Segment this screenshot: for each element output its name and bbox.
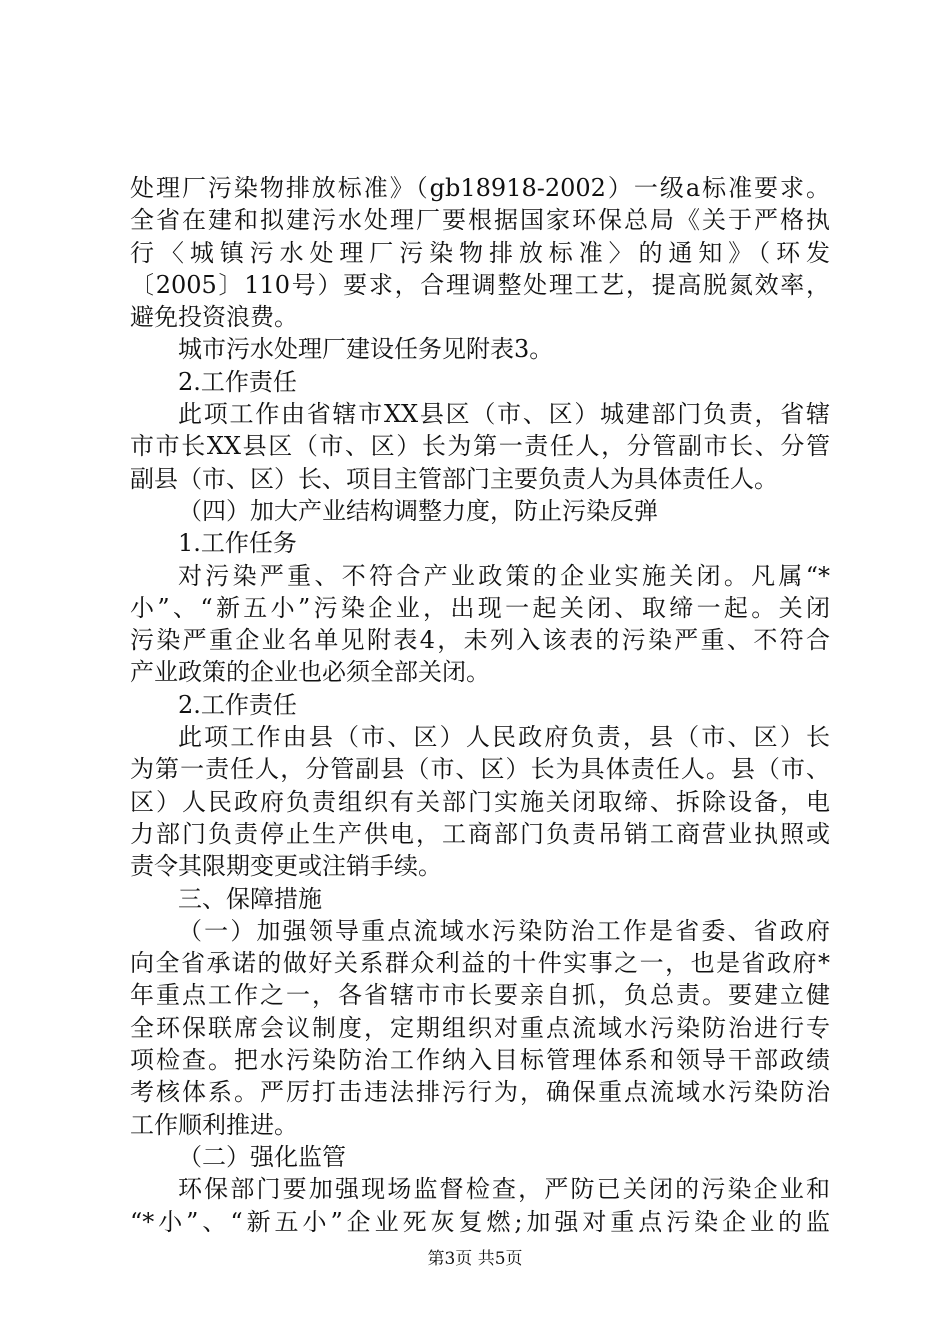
text-line: 避免投资浪费。 [130, 303, 298, 332]
text-line: （二）强化监管 [178, 1142, 346, 1171]
text-line: 产业政策的企业也必须全部关闭。 [130, 658, 490, 687]
text-line: （一）加强领导重点流域水污染防治工作是省委、省政府 [178, 916, 830, 945]
text-line: 2.工作责任 [178, 690, 297, 719]
text-line: 行〈城镇污水处理厂污染物排放标准〉的通知》（环发 [130, 238, 830, 267]
text-line: 为第一责任人，分管副县（市、区）长为具体责任人。县（市、 [130, 755, 830, 784]
text-line: 对污染严重、不符合产业政策的企业实施关闭。凡属“* [178, 561, 830, 590]
text-line: 处理厂污染物排放标准》（gb18918-2002）一级a标准要求。 [130, 174, 830, 202]
text-line: 区）人民政府负责组织有关部门实施关闭取缔、拆除设备，电 [130, 787, 830, 816]
text-line: “*小”、“新五小”企业死灰复燃;加强对重点污染企业的监 [130, 1207, 830, 1236]
page-footer: 第3页 共5页 [427, 1249, 523, 1269]
text-line: 〔2005〕110号）要求，合理调整处理工艺，提高脱氮效率， [130, 270, 830, 299]
text-line: 副县（市、区）长、项目主管部门主要负责人为具体责任人。 [130, 464, 778, 493]
text-line: 此项工作由省辖市XX县区（市、区）城建部门负责，省辖 [178, 400, 830, 429]
text-line: 此项工作由县（市、区）人民政府负责，县（市、区）长 [178, 723, 830, 752]
text-line: 考核体系。严厉打击违法排污行为，确保重点流域水污染防治 [130, 1078, 830, 1107]
text-line: 污染严重企业名单见附表4，未列入该表的污染严重、不符合 [130, 626, 830, 655]
text-line: 2.工作责任 [178, 367, 297, 396]
text-line: 1.工作任务 [178, 529, 297, 558]
text-line: 环保部门要加强现场监督检查，严防已关闭的污染企业和 [178, 1175, 830, 1204]
text-line: 力部门负责停止生产供电，工商部门负责吊销工商营业执照或 [130, 819, 830, 848]
text-line: 工作顺利推进。 [130, 1110, 298, 1139]
text-line: 项检查。把水污染防治工作纳入目标管理体系和领导干部政绩 [130, 1046, 830, 1075]
text-line: 年重点工作之一，各省辖市市长要亲自抓，负总责。要建立健 [130, 981, 830, 1010]
text-line: （四）加大产业结构调整力度，防止污染反弹 [178, 496, 658, 525]
text-line: 责令其限期变更或注销手续。 [130, 852, 442, 881]
text-line: 向全省承诺的做好关系群众利益的十件实事之一，也是省政府* [130, 949, 830, 978]
text-line: 三、保障措施 [178, 884, 322, 913]
document-body [130, 172, 830, 1238]
text-line: 全环保联席会议制度，定期组织对重点流域水污染防治进行专 [130, 1013, 830, 1042]
text-line: 小”、“新五小”污染企业，出现一起关闭、取缔一起。关闭 [130, 593, 830, 622]
text-line: 城市污水处理厂建设任务见附表3。 [178, 335, 554, 364]
text-line: 市市长XX县区（市、区）长为第一责任人，分管副市长、分管 [130, 432, 830, 461]
text-line: 全省在建和拟建污水处理厂要根据国家环保总局《关于严格执 [130, 206, 830, 235]
